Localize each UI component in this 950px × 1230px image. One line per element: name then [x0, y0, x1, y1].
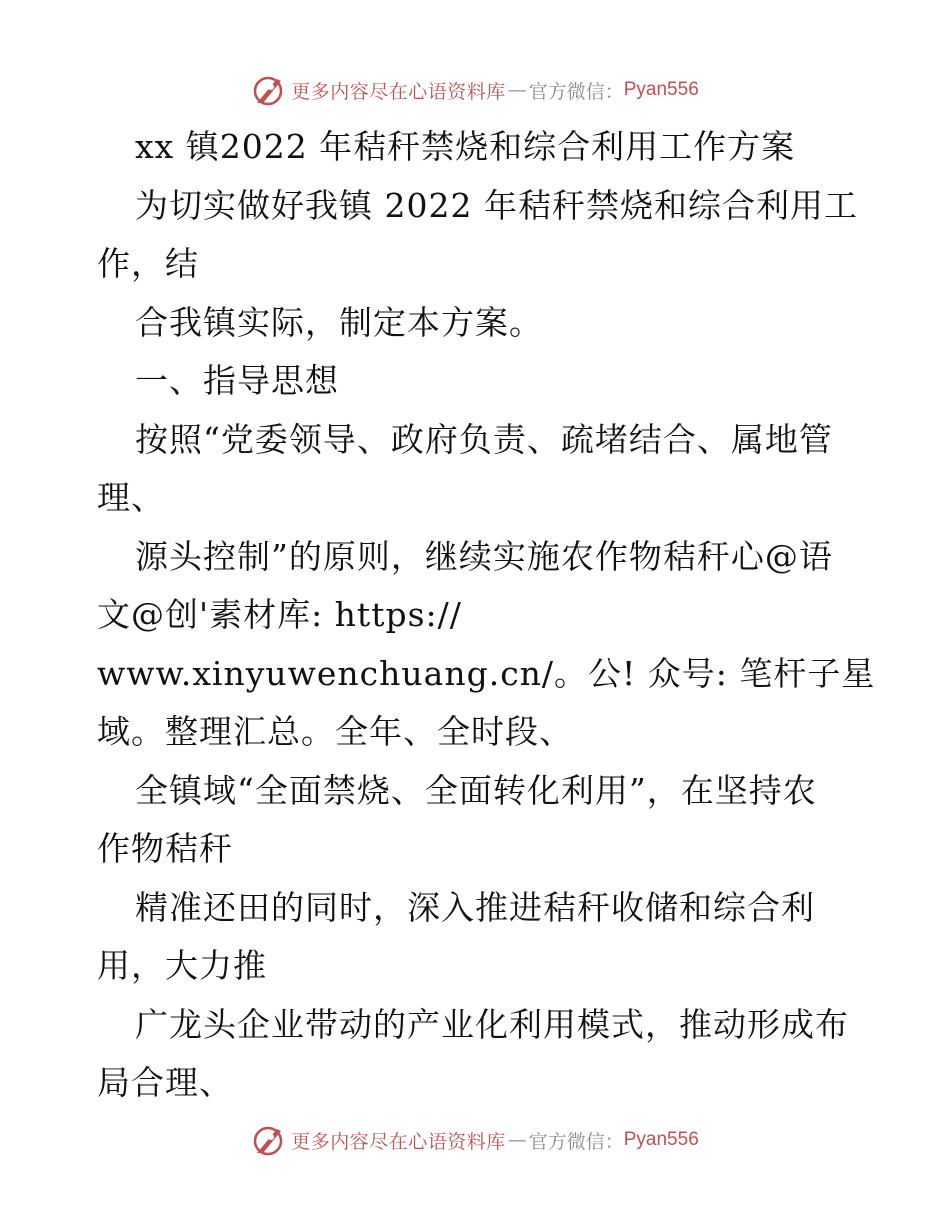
section-heading: 一、指导思想 — [135, 361, 339, 400]
banner-wechat-id: Pyan556 — [623, 79, 699, 100]
document-title: xx 镇2022 年秸秆禁烧和综合利用工作方案 — [135, 127, 796, 166]
footer-banner — [0, 1120, 950, 1160]
paragraph-line: 域。整理汇总。全年、全时段、 — [97, 712, 573, 751]
paragraph-line: 合我镇实际，制定本方案。 — [135, 302, 543, 342]
banner-text: 更多内容尽在心语资料库 — [291, 1130, 506, 1153]
quill-pen-logo-icon — [251, 73, 285, 107]
paragraph-line: 为切实做好我镇 2022 年秸秆禁烧和综合利用工 — [135, 185, 858, 225]
paragraph-line: 文@创'素材库: https:// — [97, 595, 462, 634]
paragraph-line: 全镇域“全面禁烧、全面转化利用”，在坚持农 — [135, 770, 817, 810]
paragraph-line: 源头控制”的原则，继续实施农作物秸秆心@语 — [135, 536, 833, 576]
quill-pen-logo-icon — [251, 1123, 285, 1157]
banner-wechat-id: Pyan556 — [623, 1129, 699, 1150]
paragraph-line: 广龙头企业带动的产业化利用模式，推动形成布 — [135, 1004, 849, 1044]
paragraph-line: 理、 — [97, 478, 165, 517]
banner-wechat-label: 官方微信： — [528, 80, 624, 103]
paragraph-line: 用，大力推 — [97, 946, 267, 985]
document-body — [97, 118, 876, 1113]
paragraph-line: 按照“党委领导、政府负责、疏堵结合、属地管 — [135, 419, 833, 459]
paragraph-line: 作物秸秆 — [97, 829, 233, 868]
header-banner — [0, 70, 950, 110]
banner-separator: — — [507, 79, 527, 101]
paragraph-line: 局合理、 — [97, 1063, 233, 1102]
banner-separator: — — [507, 1129, 527, 1151]
banner-text: 更多内容尽在心语资料库 — [291, 80, 506, 103]
banner-wechat-label: 官方微信： — [528, 1130, 624, 1153]
paragraph-line: www.xinyuwenchuang.cn/。公! 众号: 笔杆子星 — [97, 653, 876, 693]
paragraph-line: 精准还田的同时，深入推进秸秆收储和综合利 — [135, 887, 815, 927]
paragraph-line: 作，结 — [97, 244, 199, 283]
